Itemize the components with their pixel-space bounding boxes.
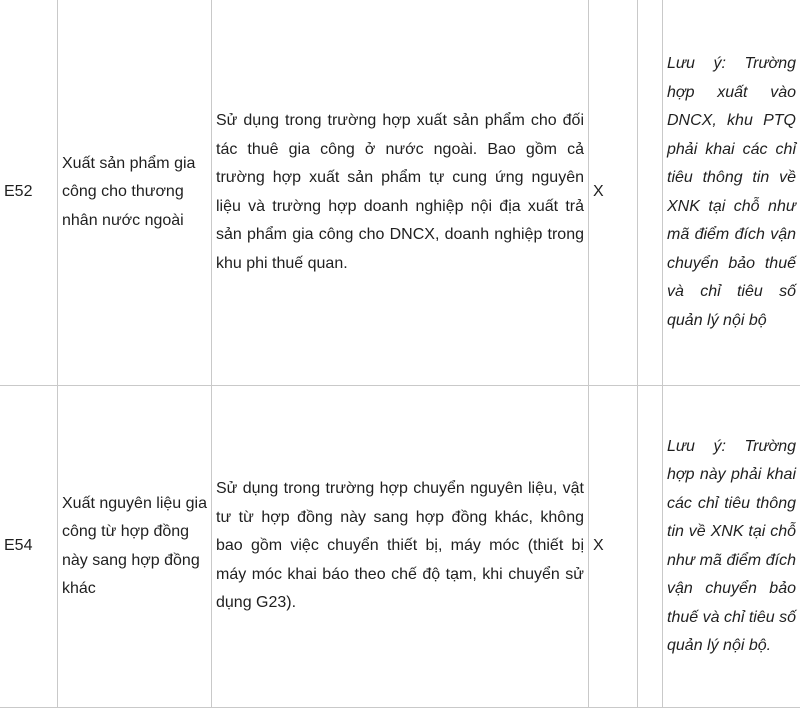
type-code-cell: E54	[0, 386, 58, 708]
mark-cell: X	[589, 0, 638, 386]
description-cell: Sử dụng trong trường hợp xuất sản phẩm cho đối tác thuê gia công ở nước ngoài. Bao gồm cả trường hợp xuất sản phẩm tự cung ứng nguyên liệu và trường hợp doanh nghiệp nội địa xuất trả sản phẩm gia công cho DNCX, doanh nghiệp trong khu phi thuế quan.	[212, 0, 589, 386]
empty-cell	[638, 0, 663, 386]
type-name-cell: Xuất sản phẩm gia công cho thương nhân nước ngoài	[58, 0, 212, 386]
type-name-cell: Xuất nguyên liệu gia công từ hợp đồng này sang hợp đồng khác	[58, 386, 212, 708]
mark-cell: X	[589, 386, 638, 708]
note-cell: Lưu ý: Trường hợp này phải khai các chỉ tiêu thông tin về XNK tại chỗ như mã điểm đích vận chuyển bảo thuế và chỉ tiêu số quản lý nội bộ.	[663, 386, 800, 708]
description-cell: Sử dụng trong trường hợp chuyển nguyên liệu, vật tư từ hợp đồng này sang hợp đồng khác, không bao gồm việc chuyển thiết bị, máy móc (thiết bị máy móc khai báo theo chế độ tạm, khi chuyển sử dụng G23).	[212, 386, 589, 708]
table-row	[0, 386, 800, 708]
empty-cell	[638, 386, 663, 708]
note-cell: Lưu ý: Trường hợp xuất vào DNCX, khu PTQ phải khai các chỉ tiêu thông tin về XNK tại chỗ như mã điểm đích vận chuyển bảo thuế và chỉ tiêu số quản lý nội bộ	[663, 0, 800, 386]
type-code-cell: E52	[0, 0, 58, 386]
